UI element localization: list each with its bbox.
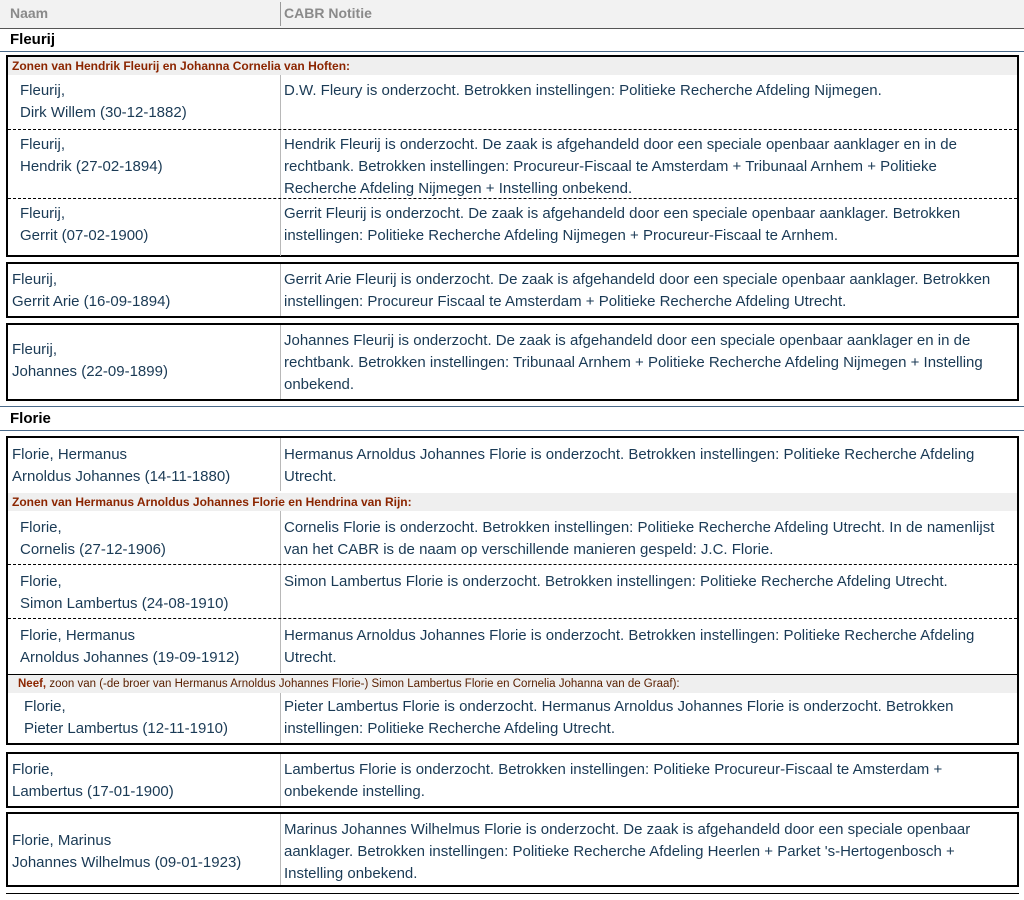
- cabr-note: Simon Lambertus Florie is onderzocht. Betrokken instellingen: Politieke Recherche Afdeling Utrecht.: [284, 573, 948, 590]
- section-title-fleurij: Fleurij: [10, 31, 56, 48]
- table-row: [8, 618, 1017, 673]
- column-divider: [280, 325, 281, 399]
- section-rule: [0, 430, 1024, 431]
- person-box-marinus: [6, 812, 1019, 887]
- family-group-hendrik-fleurij: [6, 55, 1019, 257]
- person-name: Fleurij, Hendrik (27-02-1894): [20, 136, 163, 175]
- group-subhead: Zonen van Hermanus Arnoldus Johannes Florie en Hendrina van Rijn:: [8, 493, 1017, 511]
- table-header: [0, 0, 1024, 28]
- cabr-note: D.W. Fleury is onderzocht. Betrokken instellingen: Politieke Recherche Afdeling Nijmegen.: [284, 82, 882, 99]
- cabr-note: Johannes Fleurij is onderzocht. De zaak is afgehandeld door een speciale openbaar aanklager en in de rechtbank. Betrokken instellingen: Tribunaal Arnhem + Politieke Recherche Afdeling Nijmegen + Instelling onbekend.: [284, 332, 983, 393]
- table-row: [8, 564, 1017, 619]
- person-name: Fleurij, Dirk Willem (30-12-1882): [20, 82, 187, 121]
- person-name: Florie, Hermanus Arnoldus Johannes (14-11-1880): [12, 446, 231, 485]
- neef-description: zoon van (-de broer van Hermanus Arnoldus Johannes Florie-) Simon Lambertus Florie en Cornelia Johanna van de Graaf):: [46, 678, 680, 690]
- column-divider: [280, 754, 281, 806]
- section-rule: [0, 51, 1024, 52]
- column-header-name: Naam: [10, 5, 49, 21]
- column-divider: [280, 814, 281, 885]
- cabr-note: Gerrit Fleurij is onderzocht. De zaak is afgehandeld door een speciale openbaar aanklager. Betrokken instellingen: Politieke Recherche Afdeling Nijmegen + Procureur-Fiscaal te Arnhem.: [284, 205, 961, 244]
- person-box-lambertus: [6, 752, 1019, 808]
- table-row: [8, 129, 1017, 199]
- cabr-note: Hermanus Arnoldus Johannes Florie is onderzocht. Betrokken instellingen: Politieke Recherche Afdeling Utrecht.: [284, 627, 975, 666]
- person-name: Florie, Pieter Lambertus (12-11-1910): [24, 698, 228, 737]
- person-name: Florie, Simon Lambertus (24-08-1910): [20, 573, 229, 612]
- family-group-hermanus-florie: [6, 436, 1019, 745]
- person-name: Florie, Marinus Johannes Wilhelmus (09-01-1923): [12, 832, 242, 871]
- table-row: [8, 75, 1017, 129]
- section-title-florie: Florie: [10, 410, 51, 427]
- person-box-gerrit-arie: [6, 262, 1019, 318]
- cabr-note: Pieter Lambertus Florie is onderzocht. Hermanus Arnoldus Johannes Florie is onderzocht. Betrokken instellingen: Politieke Recherche Afdeling Utrecht.: [284, 698, 954, 737]
- table-row: [8, 438, 1017, 491]
- person-name: Fleurij, Gerrit Arie (16-09-1894): [12, 271, 171, 310]
- column-divider: [280, 619, 281, 673]
- column-divider: [280, 565, 281, 619]
- group-subhead: Zonen van Hendrik Fleurij en Johanna Cornelia van Hoften:: [8, 57, 1017, 75]
- person-name: Florie, Hermanus Arnoldus Johannes (19-09-1912): [20, 627, 240, 666]
- neef-subhead: [8, 674, 1017, 693]
- column-divider: [280, 75, 281, 129]
- column-divider: [280, 130, 281, 199]
- cabr-note: Marinus Johannes Wilhelmus Florie is onderzocht. De zaak is afgehandeld door een speciale openbaar aanklager. Betrokken instellingen: Politieke Recherche Afdeling Heerlen + Parket 's-Hertogenbosch + Instelling onbekend.: [284, 821, 971, 882]
- column-divider: [280, 2, 281, 26]
- column-divider: [280, 511, 281, 564]
- person-name: Fleurij, Gerrit (07-02-1900): [20, 205, 149, 244]
- person-name: Florie, Cornelis (27-12-1906): [20, 519, 166, 558]
- cabr-note: Hendrik Fleurij is onderzocht. De zaak is afgehandeld door een speciale openbaar aanklager en in de rechtbank. Betrokken instellingen: Procureur-Fiscaal te Amsterdam + Tribunaal Arnhem + Politieke Recherche Afdeling Nijmegen + Instelling onbekend.: [284, 136, 957, 197]
- cabr-note: Cornelis Florie is onderzocht. Betrokken instellingen: Politieke Recherche Afdeling Utrecht. In de namenlijst van het CABR is de naam op verschillende manieren gespeld: J.C. Florie.: [284, 519, 995, 558]
- table-row: [8, 511, 1017, 564]
- cabr-note: Gerrit Arie Fleurij is onderzocht. De zaak is afgehandeld door een speciale openbaar aanklager. Betrokken instellingen: Procureur Fiscaal te Amsterdam + Politieke Recherche Afdeling Utrecht.: [284, 271, 991, 310]
- column-header-note: CABR Notitie: [284, 5, 372, 21]
- table-row: [8, 814, 1017, 885]
- section-rule: [0, 406, 1024, 407]
- column-divider: [280, 199, 281, 256]
- cabr-note: Lambertus Florie is onderzocht. Betrokken instellingen: Politieke Procureur-Fiscaal te Amsterdam + onbekende instelling.: [284, 761, 943, 800]
- person-name: Fleurij, Johannes (22-09-1899): [12, 341, 168, 380]
- table-row: [8, 693, 1017, 743]
- cabr-note: Hermanus Arnoldus Johannes Florie is onderzocht. Betrokken instellingen: Politieke Recherche Afdeling Utrecht.: [284, 446, 975, 485]
- column-divider: [280, 693, 281, 743]
- table-row: [8, 325, 1017, 399]
- column-divider: [280, 264, 281, 316]
- table-row: [8, 754, 1017, 806]
- person-box-johannes: [6, 323, 1019, 401]
- neef-label: Neef,: [18, 678, 47, 690]
- person-name: Florie, Lambertus (17-01-1900): [12, 761, 174, 800]
- table-row: [8, 264, 1017, 316]
- bottom-rule: [6, 893, 1019, 894]
- column-divider: [280, 438, 281, 491]
- table-row: [8, 198, 1017, 256]
